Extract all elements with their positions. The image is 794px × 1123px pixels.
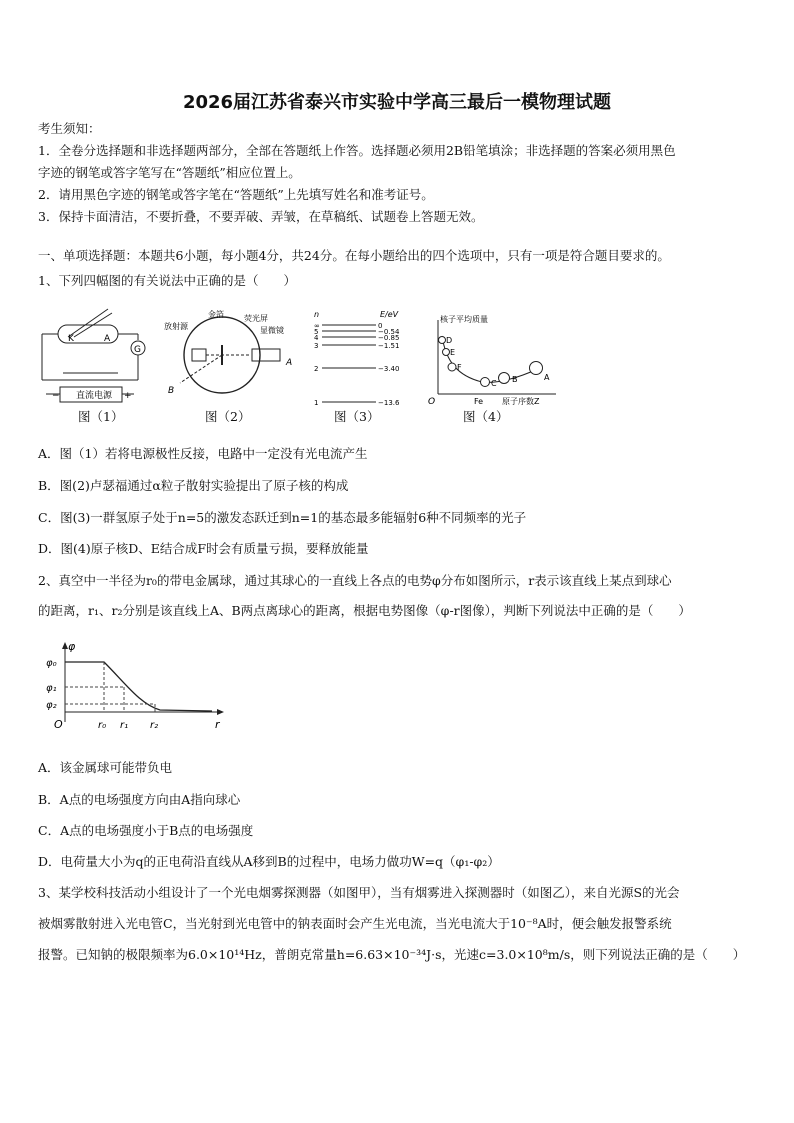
question-2-stem: 的距离，r₁、r₂分别是该直线上A、B两点离球心的距离，根据电势图像（φ-r图像），判断下列说法中正确的是（ ） (38, 603, 691, 618)
figure-1-caption: 图（1） (78, 409, 124, 424)
notice-item: 3．保持卡面清洁，不要折叠，不要弄破、弄皱，在草稿纸、试题卷上答题无效。 (38, 209, 484, 224)
fe-label: Fe (474, 397, 484, 406)
figure-4-caption: 图（4） (463, 409, 509, 424)
label-b: B (512, 375, 518, 384)
figure-4-nucleon-mass (428, 312, 558, 408)
x-axis-label: 原子序数Z (502, 397, 540, 406)
q1-option-d: D．图(4)原子核D、E结合成F时会有质量亏损，要释放能量 (38, 541, 369, 556)
level-n-label: ∞ (314, 322, 320, 330)
level-n-label: 3 (314, 342, 319, 350)
label-d: D (446, 336, 453, 345)
nucleus-b (499, 373, 510, 384)
level-energy-label: −3.40 (378, 365, 400, 373)
level-n-label: 4 (314, 334, 319, 342)
level-n-label: 5 (314, 328, 319, 336)
figure-3-energy-levels (308, 305, 408, 410)
q2-option-a: A．该金属球可能带负电 (38, 760, 173, 775)
e-axis-label: E/eV (380, 310, 399, 319)
nucleus-d (439, 337, 446, 344)
n-axis-label: n (314, 310, 320, 319)
q1-option-a: A．图（1）若将电源极性反接，电路中一定没有光电流产生 (38, 446, 368, 461)
position-a: A (286, 358, 293, 368)
r1-label: r₁ (120, 720, 129, 731)
figure-2-scattering (160, 305, 300, 405)
nucleus-a (530, 362, 543, 375)
question-3-line: 被烟雾散射进入光电管C，当光射到光电管中的钠表面时会产生光电流，当光电流大于10⁻⁸A时，便会触发报警系统 (38, 916, 672, 931)
level-energy-label: −0.85 (378, 334, 400, 342)
figure-2-caption: 图（2） (205, 409, 251, 424)
q1-option-b: B．图(2)卢瑟福通过α粒子散射实验提出了原子核的构成 (38, 478, 349, 493)
plus-sign: + (124, 391, 132, 401)
energy-level-group (314, 322, 400, 407)
q2-option-c: C．A点的电场强度小于B点的电场强度 (38, 823, 254, 838)
label-e: E (450, 348, 456, 357)
label-k: K (68, 334, 74, 344)
microscope-label: 显微镜 (260, 326, 284, 335)
light-ray (68, 309, 108, 337)
notice-item: 字迹的钢笔或答字笔写在“答题纸”相应位置上。 (38, 165, 301, 180)
q2-option-d: D．电荷量大小为q的正电荷沿直线从A移到B的过程中，电场力做功W=q（φ₁-φ₂） (38, 854, 500, 869)
y-axis-label: 核子平均质量 (440, 315, 488, 324)
nucleus-c (481, 378, 490, 387)
q2-option-b: B．A点的电场强度方向由A指向球心 (38, 792, 241, 807)
minus-sign: − (52, 391, 60, 401)
foil-label: 金箔 (208, 310, 224, 319)
level-n-label: 2 (314, 365, 319, 373)
phi0-label: φ₀ (46, 658, 57, 669)
source-label: 放射源 (164, 322, 188, 331)
phi2-label: φ₂ (46, 700, 57, 711)
notice-heading: 考生须知： (38, 121, 101, 136)
level-energy-label: −13.6 (378, 399, 400, 407)
position-b: B (168, 386, 175, 396)
question-3-line: 报警。已知钠的极限频率为6.0×10¹⁴Hz，普朗克常量h=6.63×10⁻³⁴J·s，光速c=3.0×10⁸m/s，则下列说法正确的是（ ） (38, 947, 746, 962)
screen-label: 荧光屏 (244, 314, 268, 323)
label-c: C (491, 379, 497, 388)
section-heading: 一、单项选择题：本题共6小题，每小题4分，共24分。在每小题给出的四个选项中，只有一项是符合题目要求的。 (38, 248, 670, 263)
phi1-label: φ₁ (46, 683, 57, 694)
label-a: A (104, 334, 111, 344)
origin-label: O (428, 397, 436, 407)
source-box (192, 349, 206, 361)
notice-item: 2．请用黑色字迹的钢笔或答字笔在“答题纸”上先填写姓名和准考证号。 (38, 187, 434, 202)
nucleus-e (443, 349, 450, 356)
q1-option-c: C．图(3)一群氢原子处于n=5的激发态跃迁到n=1的基态最多能辐射6种不同频率的光子 (38, 510, 527, 525)
question-1-stem: 1、下列四幅图的有关说法中正确的是（ ） (38, 273, 296, 288)
level-energy-label: 0 (378, 322, 383, 330)
mass-curve (442, 336, 540, 382)
page-title: 2026届江苏省泰兴市实验中学高三最后一模物理试题 (182, 92, 612, 113)
origin-label: O (54, 718, 63, 731)
dc-power-label: 直流电源 (76, 391, 113, 401)
r0-label: r₀ (98, 720, 107, 731)
question-3-line: 3、某学校科技活动小组设计了一个光电烟雾探测器（如图甲），当有烟雾进入探测器时（如图乙），来自光源S的光会 (38, 885, 680, 900)
microscope (252, 349, 280, 361)
question-2-stem: 2、真空中一半径为r₀的带电金属球，通过其球心的一直线上各点的电势φ分布如图所示，r表示该直线上某点到球心 (38, 573, 672, 588)
figure-3-caption: 图（3） (334, 409, 380, 424)
notice-item: 1．全卷分选择题和非选择题两部分，全部在答题纸上作答。选择题必须用2B铅笔填涂；非选择题的答案必须用黑色 (38, 143, 676, 158)
r-label: r (215, 718, 220, 731)
level-n-label: 1 (314, 399, 319, 407)
phi-r-graph (40, 640, 230, 735)
level-energy-label: −0.54 (378, 328, 400, 336)
level-energy-label: −1.51 (378, 342, 400, 350)
phi-label: φ (68, 640, 76, 653)
nucleus-f (448, 363, 456, 371)
label-g: G (134, 345, 141, 355)
figure-1-circuit (38, 305, 158, 405)
label-a: A (544, 373, 550, 382)
r2-label: r₂ (150, 720, 159, 731)
r-arrow (217, 709, 224, 715)
label-f: F (457, 363, 462, 372)
